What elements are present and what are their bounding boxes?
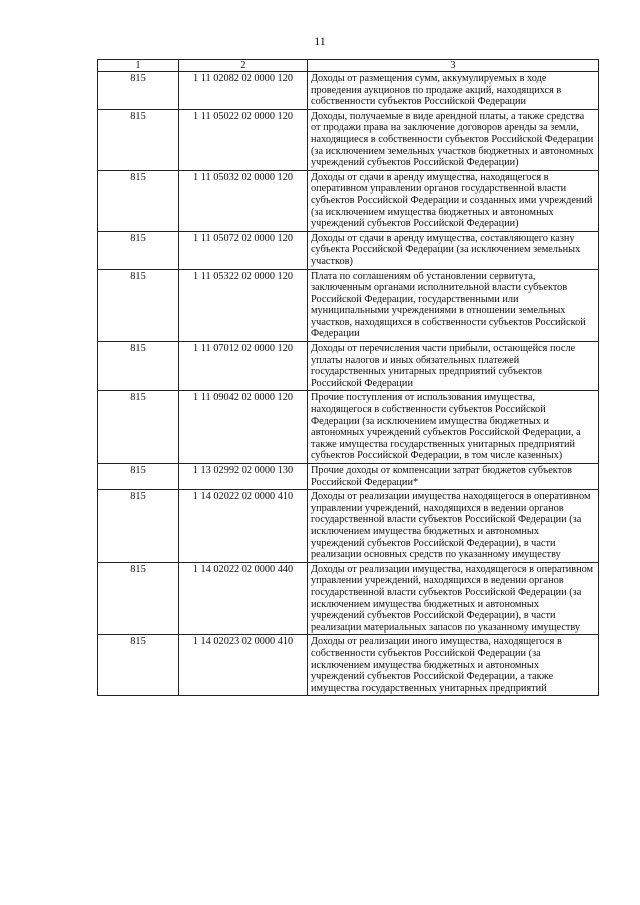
budget-code-cell: 1 11 05322 02 0000 120 — [179, 269, 308, 342]
admin-code-cell: 815 — [98, 562, 179, 635]
table-row — [98, 170, 599, 231]
admin-code-cell: 815 — [98, 269, 179, 342]
table-body — [98, 60, 599, 696]
table-row — [98, 391, 599, 464]
budget-code-cell: 1 11 05072 02 0000 120 — [179, 231, 308, 269]
table-row — [98, 269, 599, 342]
page-number: 11 — [314, 34, 326, 48]
table-row — [98, 231, 599, 269]
description-cell: Доходы, получаемые в виде арендной платы, а также средства от продажи права на заключение договоров аренды за земли, находящиеся в собственности субъектов Российской Федерации (за исключением земельных участков бюджетных и автономных учреждений субъектов Российской Федерации) — [308, 109, 599, 170]
description-cell: Плата по соглашениям об установлении сервитута, заключенным органами исполнительной власти субъектов Российской Федерации, государственными или муниципальными учреждениями в отношении земельных участков, находящихся в собственности субъектов Российской Федерации — [308, 269, 599, 342]
description-cell: Прочие поступления от использования имущества, находящегося в собственности субъектов Российской Федерации (за исключением имущества бюджетных и автономных учреждений субъектов Российской Федерации, а также имущества государственных унитарных предприятий субъектов Российской Федерации, в том числе казенных) — [308, 391, 599, 464]
admin-code-cell: 815 — [98, 231, 179, 269]
table-header-row — [98, 60, 599, 72]
budget-code-cell: 1 14 02022 02 0000 410 — [179, 490, 308, 563]
budget-code-cell: 1 11 09042 02 0000 120 — [179, 391, 308, 464]
revenue-codes-table — [97, 59, 599, 696]
description-cell: Доходы от перечисления части прибыли, остающейся после уплаты налогов и иных обязательных платежей государственных унитарных предприятий субъектов Российской Федерации — [308, 342, 599, 391]
description-cell: Доходы от размещения сумм, аккумулируемых в ходе проведения аукционов по продаже акций, находящихся в собственности субъектов Российской Федерации — [308, 72, 599, 110]
budget-code-cell: 1 11 05022 02 0000 120 — [179, 109, 308, 170]
table-row — [98, 109, 599, 170]
budget-code-cell: 1 14 02023 02 0000 410 — [179, 635, 308, 696]
budget-code-cell: 1 11 07012 02 0000 120 — [179, 342, 308, 391]
description-cell: Доходы от сдачи в аренду имущества, составляющего казну субъекта Российской Федерации (за исключением земельных участков) — [308, 231, 599, 269]
description-cell: Доходы от реализации имущества, находящегося в оперативном управлении учреждений, находящихся в ведении органов государственной власти субъектов Российской Федерации (за исключением имущества бюджетных и автономных учреждений субъектов Российской Федерации), в части реализации материальных запасов по указанному имуществу — [308, 562, 599, 635]
admin-code-cell: 815 — [98, 342, 179, 391]
description-cell: Доходы от реализации имущества находящегося в оперативном управлении учреждений, находящихся в ведении органов государственной власти субъектов Российской Федерации (за исключением имущества бюджетных и автономных учреждений субъектов Российской Федерации), в части реализации основных средств по указанному имуществу — [308, 490, 599, 563]
description-cell: Доходы от сдачи в аренду имущества, находящегося в оперативном управлении органов государственной власти субъектов Российской Федерации и созданных ими учреждений (за исключением имущества бюджетных и автономных учреждений субъектов Российской Федерации) — [308, 170, 599, 231]
admin-code-cell: 815 — [98, 490, 179, 563]
admin-code-cell: 815 — [98, 72, 179, 110]
budget-code-cell: 1 11 02082 02 0000 120 — [179, 72, 308, 110]
table-row — [98, 635, 599, 696]
table-row — [98, 342, 599, 391]
column-header-2: 2 — [179, 60, 308, 72]
description-cell: Доходы от реализации иного имущества, находящегося в собственности субъектов Российской Федерации (за исключением имущества бюджетных и автономных учреждений субъектов Российской Федерации, а также имущества государственных унитарных предприятий — [308, 635, 599, 696]
table-row — [98, 490, 599, 563]
budget-code-cell: 1 14 02022 02 0000 440 — [179, 562, 308, 635]
admin-code-cell: 815 — [98, 109, 179, 170]
budget-code-cell: 1 11 05032 02 0000 120 — [179, 170, 308, 231]
column-header-1: 1 — [98, 60, 179, 72]
column-header-3: 3 — [308, 60, 599, 72]
admin-code-cell: 815 — [98, 391, 179, 464]
table-row — [98, 464, 599, 490]
table-row — [98, 562, 599, 635]
budget-code-cell: 1 13 02992 02 0000 130 — [179, 464, 308, 490]
admin-code-cell: 815 — [98, 635, 179, 696]
description-cell: Прочие доходы от компенсации затрат бюджетов субъектов Российской Федерации* — [308, 464, 599, 490]
table-row — [98, 72, 599, 110]
admin-code-cell: 815 — [98, 170, 179, 231]
admin-code-cell: 815 — [98, 464, 179, 490]
